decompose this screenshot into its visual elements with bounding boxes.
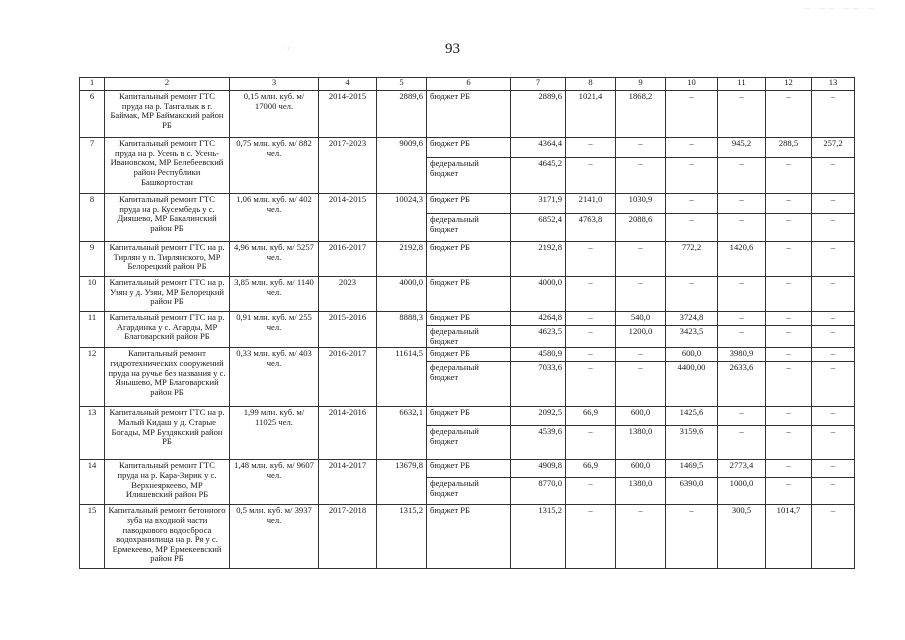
year-amount-cell: – bbox=[718, 312, 766, 326]
header-cell: 8 bbox=[566, 78, 616, 91]
year-amount-cell: – bbox=[766, 348, 812, 362]
year-amount-cell: – bbox=[812, 158, 855, 194]
year-amount-cell: – bbox=[616, 348, 666, 362]
year-amount-cell: – bbox=[616, 277, 666, 312]
year-amount-cell: – bbox=[666, 505, 718, 569]
amount-cell: 3171,9 bbox=[511, 194, 566, 214]
year-amount-cell: 2773,4 bbox=[718, 460, 766, 478]
capacity-cell: 0,33 млн. куб. м/ 403 чел. bbox=[230, 348, 319, 407]
year-amount-cell: 66,9 bbox=[566, 460, 616, 478]
period-cell: 2023 bbox=[319, 277, 377, 312]
table-row bbox=[80, 460, 855, 478]
table-row bbox=[80, 91, 855, 138]
year-amount-cell: – bbox=[812, 478, 855, 505]
year-amount-cell: – bbox=[812, 312, 855, 326]
year-amount-cell: 1014,7 bbox=[766, 505, 812, 569]
funding-source-cell: федеральный бюджет bbox=[427, 158, 511, 194]
year-amount-cell: – bbox=[766, 91, 812, 138]
object-name-cell: Капитальный ремонт ГТС пруда на р. Кусембедь у с. Дияшево, МР Бакалинский район РБ bbox=[105, 194, 230, 242]
row-number-cell: 7 bbox=[80, 138, 105, 194]
year-amount-cell: 600,0 bbox=[666, 348, 718, 362]
total-cost-cell: 6632,1 bbox=[377, 407, 427, 460]
year-amount-cell: – bbox=[718, 158, 766, 194]
capacity-cell: 1,06 млн. куб. м/ 402 чел. bbox=[230, 194, 319, 242]
funding-source-cell: бюджет РБ bbox=[427, 407, 511, 426]
period-cell: 2014-2017 bbox=[319, 460, 377, 505]
row-number-cell: 9 bbox=[80, 242, 105, 277]
year-amount-cell: – bbox=[566, 277, 616, 312]
amount-cell: 4909,8 bbox=[511, 460, 566, 478]
year-amount-cell: 4763,8 bbox=[566, 214, 616, 242]
total-cost-cell: 8888,3 bbox=[377, 312, 427, 348]
year-amount-cell: – bbox=[566, 426, 616, 460]
header-cell: 7 bbox=[511, 78, 566, 91]
table-row bbox=[80, 312, 855, 326]
object-name-cell: Капитальный ремонт ГТС на р. Агардинка у с. Агарды, МР Благоварский район РБ bbox=[105, 312, 230, 348]
year-amount-cell: 2141,0 bbox=[566, 194, 616, 214]
year-amount-cell: – bbox=[766, 407, 812, 426]
total-cost-cell: 10024,3 bbox=[377, 194, 427, 242]
year-amount-cell: – bbox=[718, 91, 766, 138]
year-amount-cell: 2633,6 bbox=[718, 362, 766, 407]
total-cost-cell: 1315,2 bbox=[377, 505, 427, 569]
year-amount-cell: – bbox=[812, 426, 855, 460]
header-cell: 5 bbox=[377, 78, 427, 91]
year-amount-cell: – bbox=[766, 326, 812, 348]
capacity-cell: 1,99 млн. куб. м/ 11025 чел. bbox=[230, 407, 319, 460]
funding-source-cell: бюджет РБ bbox=[427, 138, 511, 158]
header-cell: 6 bbox=[427, 78, 511, 91]
capacity-cell: 4,96 млн. куб. м/ 5257 чел. bbox=[230, 242, 319, 277]
header-cell: 1 bbox=[80, 78, 105, 91]
table-row bbox=[80, 407, 855, 426]
year-amount-cell: – bbox=[616, 362, 666, 407]
year-amount-cell: 3980,9 bbox=[718, 348, 766, 362]
capacity-cell: 0,91 млн. куб. м/ 255 чел. bbox=[230, 312, 319, 348]
year-amount-cell: 600,0 bbox=[616, 407, 666, 426]
corner-mark: — · — — · — — · — bbox=[804, 6, 875, 12]
page-number: 93 bbox=[445, 41, 460, 57]
year-amount-cell: 3159,6 bbox=[666, 426, 718, 460]
year-amount-cell: – bbox=[812, 214, 855, 242]
year-amount-cell: – bbox=[616, 138, 666, 158]
capacity-cell: 3,85 млн. куб. м/ 1140 чел. bbox=[230, 277, 319, 312]
year-amount-cell: 1380,0 bbox=[616, 426, 666, 460]
year-amount-cell: – bbox=[812, 194, 855, 214]
header-row bbox=[80, 78, 855, 91]
amount-cell: 2889,6 bbox=[511, 91, 566, 138]
header-cell: 9 bbox=[616, 78, 666, 91]
year-amount-cell: – bbox=[766, 312, 812, 326]
period-cell: 2014-2016 bbox=[319, 407, 377, 460]
year-amount-cell: 600,0 bbox=[616, 460, 666, 478]
total-cost-cell: 11614,5 bbox=[377, 348, 427, 407]
year-amount-cell: – bbox=[812, 326, 855, 348]
funding-source-cell: федеральный бюджет bbox=[427, 214, 511, 242]
year-amount-cell: – bbox=[666, 214, 718, 242]
table-row bbox=[80, 138, 855, 158]
row-number-cell: 14 bbox=[80, 460, 105, 505]
year-amount-cell: – bbox=[566, 326, 616, 348]
year-amount-cell: – bbox=[616, 242, 666, 277]
year-amount-cell: – bbox=[616, 158, 666, 194]
year-amount-cell: – bbox=[566, 505, 616, 569]
object-name-cell: Капитальный ремонт ГТС на р. Узян у д. Узян, МР Белорецкий район РБ bbox=[105, 277, 230, 312]
year-amount-cell: – bbox=[616, 505, 666, 569]
funding-source-cell: бюджет РБ bbox=[427, 348, 511, 362]
funding-source-cell: федеральный бюджет bbox=[427, 326, 511, 348]
object-name-cell: Капитальный ремонт ГТС пруда на р. Тангалык в г. Баймак, МР Баймакский район РБ bbox=[105, 91, 230, 138]
year-amount-cell: 4400,00 bbox=[666, 362, 718, 407]
year-amount-cell: 1868,2 bbox=[616, 91, 666, 138]
object-name-cell: Капитальный ремонт ГТС на р. Тирлян у п. Тирлянского, МР Белорецкий район РБ bbox=[105, 242, 230, 277]
year-amount-cell: – bbox=[812, 91, 855, 138]
amount-cell: 4364,4 bbox=[511, 138, 566, 158]
row-number-cell: 6 bbox=[80, 91, 105, 138]
year-amount-cell: 2088,6 bbox=[616, 214, 666, 242]
faint-mark: · / · bbox=[283, 44, 295, 53]
year-amount-cell: – bbox=[812, 277, 855, 312]
year-amount-cell: 1420,6 bbox=[718, 242, 766, 277]
year-amount-cell: – bbox=[566, 138, 616, 158]
amount-cell: 1315,2 bbox=[511, 505, 566, 569]
total-cost-cell: 13679,8 bbox=[377, 460, 427, 505]
period-cell: 2015-2016 bbox=[319, 312, 377, 348]
funding-source-cell: бюджет РБ bbox=[427, 242, 511, 277]
year-amount-cell: 257,2 bbox=[812, 138, 855, 158]
year-amount-cell: 1000,0 bbox=[718, 478, 766, 505]
funding-source-cell: бюджет РБ bbox=[427, 91, 511, 138]
year-amount-cell: 288,5 bbox=[766, 138, 812, 158]
amount-cell: 6852,4 bbox=[511, 214, 566, 242]
year-amount-cell: – bbox=[566, 158, 616, 194]
total-cost-cell: 2889,6 bbox=[377, 91, 427, 138]
amount-cell: 4580,9 bbox=[511, 348, 566, 362]
object-name-cell: Капитальный ремонт ГТС на р. Малый Кидаш у д. Старые Богады, МР Буздякский район РБ bbox=[105, 407, 230, 460]
year-amount-cell: 772,2 bbox=[666, 242, 718, 277]
year-amount-cell: – bbox=[812, 407, 855, 426]
object-name-cell: Капитальный ремонт бетонного зуба на входной части паводкового водосброса водохранилища на р. Ря у с. Ермекеево, МР Ермекеевский район РБ bbox=[105, 505, 230, 569]
capacity-cell: 0,75 млн. куб. м/ 882 чел. bbox=[230, 138, 319, 194]
row-number-cell: 11 bbox=[80, 312, 105, 348]
year-amount-cell: – bbox=[666, 194, 718, 214]
year-amount-cell: – bbox=[666, 277, 718, 312]
year-amount-cell: – bbox=[812, 242, 855, 277]
object-name-cell: Капитальный ремонт ГТС пруда на р. Усень в с. Усень-Ивановском, МР Белебеевский район Республики Башкортостан bbox=[105, 138, 230, 194]
header-cell: 2 bbox=[105, 78, 230, 91]
year-amount-cell: – bbox=[766, 426, 812, 460]
table-row bbox=[80, 194, 855, 214]
amount-cell: 4264,8 bbox=[511, 312, 566, 326]
amount-cell: 4645,2 bbox=[511, 158, 566, 194]
row-number-cell: 8 bbox=[80, 194, 105, 242]
row-number-cell: 10 bbox=[80, 277, 105, 312]
object-name-cell: Капитальный ремонт ГТС пруда на р. Кара-Зирик у с. Верхнеяркеево, МР Илишевский район РБ bbox=[105, 460, 230, 505]
year-amount-cell: – bbox=[566, 362, 616, 407]
amount-cell: 4539,6 bbox=[511, 426, 566, 460]
amount-cell: 8770,0 bbox=[511, 478, 566, 505]
year-amount-cell: – bbox=[766, 158, 812, 194]
table-row bbox=[80, 505, 855, 569]
year-amount-cell: – bbox=[666, 138, 718, 158]
year-amount-cell: – bbox=[566, 348, 616, 362]
amount-cell: 2092,5 bbox=[511, 407, 566, 426]
capacity-cell: 0,5 млн. куб. м/ 3937 чел. bbox=[230, 505, 319, 569]
total-cost-cell: 9009,6 bbox=[377, 138, 427, 194]
year-amount-cell: – bbox=[566, 242, 616, 277]
year-amount-cell: – bbox=[812, 362, 855, 407]
row-number-cell: 15 bbox=[80, 505, 105, 569]
header-cell: 3 bbox=[230, 78, 319, 91]
amount-cell: 4623,5 bbox=[511, 326, 566, 348]
row-number-cell: 13 bbox=[80, 407, 105, 460]
year-amount-cell: – bbox=[666, 91, 718, 138]
funding-source-cell: федеральный бюджет bbox=[427, 426, 511, 460]
table-row bbox=[80, 348, 855, 362]
year-amount-cell: 6390,0 bbox=[666, 478, 718, 505]
row-number-cell: 12 bbox=[80, 348, 105, 407]
year-amount-cell: 3724,8 bbox=[666, 312, 718, 326]
year-amount-cell: – bbox=[718, 407, 766, 426]
year-amount-cell: – bbox=[766, 194, 812, 214]
amount-cell: 4000,0 bbox=[511, 277, 566, 312]
header-cell: 10 bbox=[666, 78, 718, 91]
year-amount-cell: 945,2 bbox=[718, 138, 766, 158]
year-amount-cell: – bbox=[812, 460, 855, 478]
year-amount-cell: – bbox=[718, 194, 766, 214]
header-cell: 11 bbox=[718, 78, 766, 91]
year-amount-cell: 1425,6 bbox=[666, 407, 718, 426]
amount-cell: 2192,8 bbox=[511, 242, 566, 277]
year-amount-cell: 66,9 bbox=[566, 407, 616, 426]
header-cell: 12 bbox=[766, 78, 812, 91]
funding-source-cell: бюджет РБ bbox=[427, 505, 511, 569]
year-amount-cell: – bbox=[766, 460, 812, 478]
amount-cell: 7033,6 bbox=[511, 362, 566, 407]
year-amount-cell: 300,5 bbox=[718, 505, 766, 569]
year-amount-cell: 3423,5 bbox=[666, 326, 718, 348]
period-cell: 2014-2015 bbox=[319, 91, 377, 138]
year-amount-cell: – bbox=[718, 326, 766, 348]
year-amount-cell: 1200,0 bbox=[616, 326, 666, 348]
funding-source-cell: бюджет РБ bbox=[427, 312, 511, 326]
year-amount-cell: – bbox=[766, 478, 812, 505]
capacity-cell: 1,48 млн. куб. м/ 9607 чел. bbox=[230, 460, 319, 505]
year-amount-cell: – bbox=[766, 214, 812, 242]
year-amount-cell: – bbox=[718, 214, 766, 242]
period-cell: 2017-2023 bbox=[319, 138, 377, 194]
year-amount-cell: – bbox=[766, 277, 812, 312]
year-amount-cell: – bbox=[718, 277, 766, 312]
year-amount-cell: – bbox=[566, 312, 616, 326]
funding-source-cell: бюджет РБ bbox=[427, 460, 511, 478]
year-amount-cell: – bbox=[566, 478, 616, 505]
year-amount-cell: – bbox=[766, 242, 812, 277]
year-amount-cell: 1030,9 bbox=[616, 194, 666, 214]
funding-source-cell: федеральный бюджет bbox=[427, 362, 511, 407]
year-amount-cell: 1380,0 bbox=[616, 478, 666, 505]
period-cell: 2016-2017 bbox=[319, 242, 377, 277]
period-cell: 2016-2017 bbox=[319, 348, 377, 407]
year-amount-cell: – bbox=[666, 158, 718, 194]
year-amount-cell: – bbox=[812, 348, 855, 362]
total-cost-cell: 4000,0 bbox=[377, 277, 427, 312]
period-cell: 2014-2015 bbox=[319, 194, 377, 242]
funding-source-cell: федеральный бюджет bbox=[427, 478, 511, 505]
year-amount-cell: – bbox=[718, 426, 766, 460]
table-body bbox=[80, 78, 855, 569]
header-cell: 13 bbox=[812, 78, 855, 91]
table-row bbox=[80, 277, 855, 312]
year-amount-cell: 1021,4 bbox=[566, 91, 616, 138]
object-name-cell: Капитальный ремонт гидротехнических сооружений пруда на ручье без названия у с. Янышево, МР Благоварский район РБ bbox=[105, 348, 230, 407]
year-amount-cell: 1469,5 bbox=[666, 460, 718, 478]
header-cell: 4 bbox=[319, 78, 377, 91]
program-table bbox=[79, 77, 855, 569]
total-cost-cell: 2192,8 bbox=[377, 242, 427, 277]
period-cell: 2017-2018 bbox=[319, 505, 377, 569]
year-amount-cell: – bbox=[812, 505, 855, 569]
table-row bbox=[80, 242, 855, 277]
year-amount-cell: – bbox=[766, 362, 812, 407]
year-amount-cell: 540,0 bbox=[616, 312, 666, 326]
capacity-cell: 0,15 млн. куб. м/ 17000 чел. bbox=[230, 91, 319, 138]
funding-source-cell: бюджет РБ bbox=[427, 194, 511, 214]
funding-source-cell: бюджет РБ bbox=[427, 277, 511, 312]
